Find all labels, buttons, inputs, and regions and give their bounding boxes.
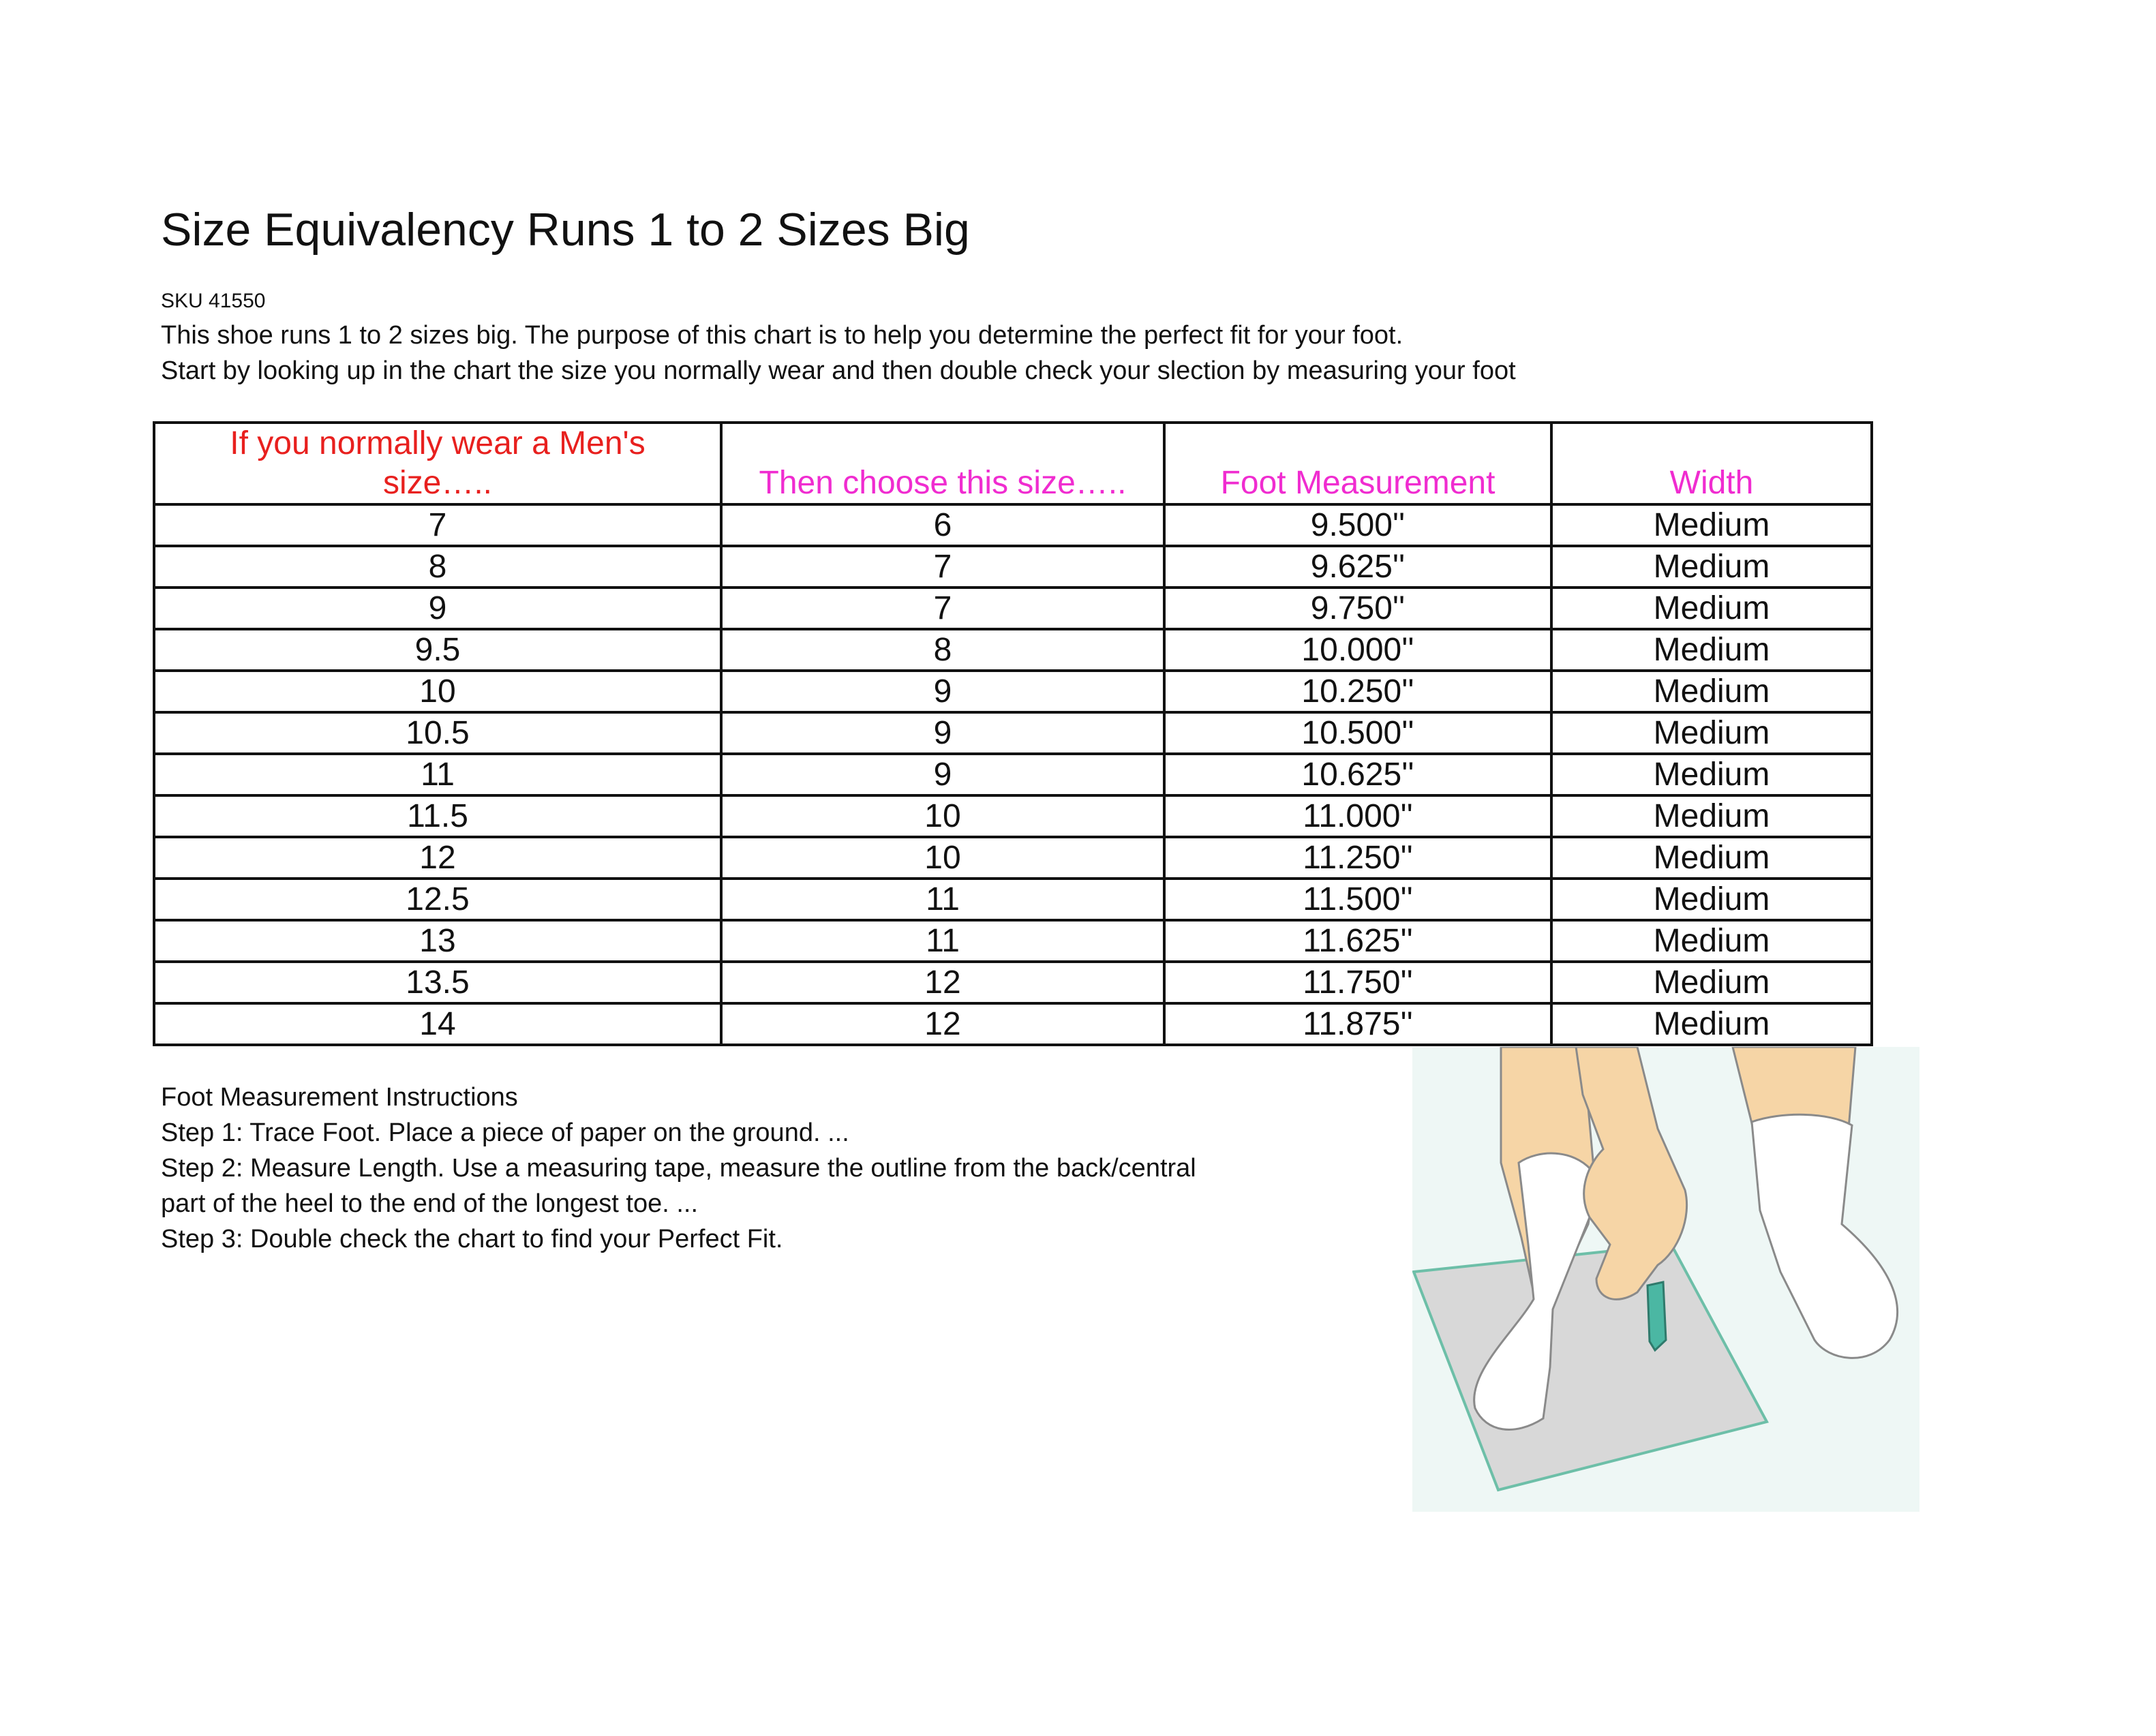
mens-size-cell: 9 bbox=[154, 588, 721, 629]
table-header-row bbox=[154, 423, 1872, 504]
header-mens-size bbox=[154, 423, 721, 504]
choose-size-cell: 6 bbox=[721, 504, 1164, 546]
table-body bbox=[154, 504, 1872, 1045]
foot-tracing-illustration bbox=[1412, 1047, 1919, 1512]
foot-measurement-cell: 11.500'' bbox=[1164, 879, 1551, 920]
foot-measurement-cell: 10.000'' bbox=[1164, 629, 1551, 671]
choose-size-cell: 9 bbox=[721, 671, 1164, 712]
intro-text bbox=[161, 318, 1516, 389]
width-cell: Medium bbox=[1551, 754, 1872, 795]
width-cell: Medium bbox=[1551, 629, 1872, 671]
table-row bbox=[154, 671, 1872, 712]
width-cell: Medium bbox=[1551, 546, 1872, 588]
header-mens-size-line1: If you normally wear a Men's bbox=[230, 425, 646, 461]
choose-size-cell: 7 bbox=[721, 588, 1164, 629]
width-cell: Medium bbox=[1551, 879, 1872, 920]
width-cell: Medium bbox=[1551, 795, 1872, 837]
header-foot-measurement: Foot Measurement bbox=[1164, 423, 1551, 504]
foot-measurement-cell: 9.750'' bbox=[1164, 588, 1551, 629]
width-cell: Medium bbox=[1551, 920, 1872, 962]
choose-size-cell: 11 bbox=[721, 879, 1164, 920]
foot-measurement-cell: 11.750'' bbox=[1164, 962, 1551, 1003]
mens-size-cell: 9.5 bbox=[154, 629, 721, 671]
table-row bbox=[154, 754, 1872, 795]
mens-size-cell: 10 bbox=[154, 671, 721, 712]
mens-size-cell: 11 bbox=[154, 754, 721, 795]
width-cell: Medium bbox=[1551, 588, 1872, 629]
width-cell: Medium bbox=[1551, 671, 1872, 712]
width-cell: Medium bbox=[1551, 837, 1872, 879]
size-chart-table bbox=[153, 421, 1873, 1046]
choose-size-cell: 9 bbox=[721, 712, 1164, 754]
header-choose-size: Then choose this size….. bbox=[721, 423, 1164, 504]
choose-size-cell: 10 bbox=[721, 795, 1164, 837]
mens-size-cell: 8 bbox=[154, 546, 721, 588]
instructions-step-1: Step 1: Trace Foot. Place a piece of paper on the ground. ... bbox=[161, 1118, 849, 1147]
instructions-step-2: Step 2: Measure Length. Use a measuring tape, measure the outline from the back/central bbox=[161, 1154, 1196, 1183]
foot-measurement-cell: 10.500'' bbox=[1164, 712, 1551, 754]
choose-size-cell: 9 bbox=[721, 754, 1164, 795]
foot-measurement-cell: 9.500'' bbox=[1164, 504, 1551, 546]
width-cell: Medium bbox=[1551, 1003, 1872, 1045]
width-cell: Medium bbox=[1551, 504, 1872, 546]
foot-measurement-cell: 11.000'' bbox=[1164, 795, 1551, 837]
header-width: Width bbox=[1551, 423, 1872, 504]
foot-measurement-cell: 9.625'' bbox=[1164, 546, 1551, 588]
table-row bbox=[154, 962, 1872, 1003]
table-row bbox=[154, 712, 1872, 754]
table-row bbox=[154, 629, 1872, 671]
page-title: Size Equivalency Runs 1 to 2 Sizes Big bbox=[161, 204, 970, 256]
width-cell: Medium bbox=[1551, 962, 1872, 1003]
mens-size-cell: 13 bbox=[154, 920, 721, 962]
mens-size-cell: 13.5 bbox=[154, 962, 721, 1003]
mens-size-cell: 12 bbox=[154, 837, 721, 879]
intro-line-2: Start by looking up in the chart the size you normally wear and then double check your slection by measuring your foot bbox=[161, 356, 1516, 385]
table-row bbox=[154, 1003, 1872, 1045]
intro-line-1: This shoe runs 1 to 2 sizes big. The purpose of this chart is to help you determine the perfect fit for your foot. bbox=[161, 321, 1403, 350]
choose-size-cell: 11 bbox=[721, 920, 1164, 962]
mens-size-cell: 12.5 bbox=[154, 879, 721, 920]
table-row bbox=[154, 837, 1872, 879]
choose-size-cell: 12 bbox=[721, 1003, 1164, 1045]
foot-measurement-cell: 10.250'' bbox=[1164, 671, 1551, 712]
table-row bbox=[154, 504, 1872, 546]
table-row bbox=[154, 588, 1872, 629]
foot-measurement-cell: 11.875'' bbox=[1164, 1003, 1551, 1045]
header-mens-size-line2: size….. bbox=[382, 465, 493, 501]
instructions-step-2-continued: part of the heel to the end of the longest toe. ... bbox=[161, 1189, 698, 1218]
foot-measurement-cell: 11.625'' bbox=[1164, 920, 1551, 962]
width-cell: Medium bbox=[1551, 712, 1872, 754]
instructions-step-3: Step 3: Double check the chart to find your Perfect Fit. bbox=[161, 1225, 783, 1253]
instructions-heading: Foot Measurement Instructions bbox=[161, 1083, 518, 1112]
foot-measurement-cell: 10.625'' bbox=[1164, 754, 1551, 795]
mens-size-cell: 7 bbox=[154, 504, 721, 546]
table-row bbox=[154, 879, 1872, 920]
choose-size-cell: 12 bbox=[721, 962, 1164, 1003]
choose-size-cell: 8 bbox=[721, 629, 1164, 671]
mens-size-cell: 14 bbox=[154, 1003, 721, 1045]
sku-label: SKU 41550 bbox=[161, 290, 266, 312]
table-row bbox=[154, 795, 1872, 837]
mens-size-cell: 11.5 bbox=[154, 795, 721, 837]
table-row bbox=[154, 546, 1872, 588]
foot-measurement-cell: 11.250'' bbox=[1164, 837, 1551, 879]
measurement-instructions bbox=[161, 1080, 1196, 1257]
mens-size-cell: 10.5 bbox=[154, 712, 721, 754]
table-row bbox=[154, 920, 1872, 962]
choose-size-cell: 7 bbox=[721, 546, 1164, 588]
choose-size-cell: 10 bbox=[721, 837, 1164, 879]
